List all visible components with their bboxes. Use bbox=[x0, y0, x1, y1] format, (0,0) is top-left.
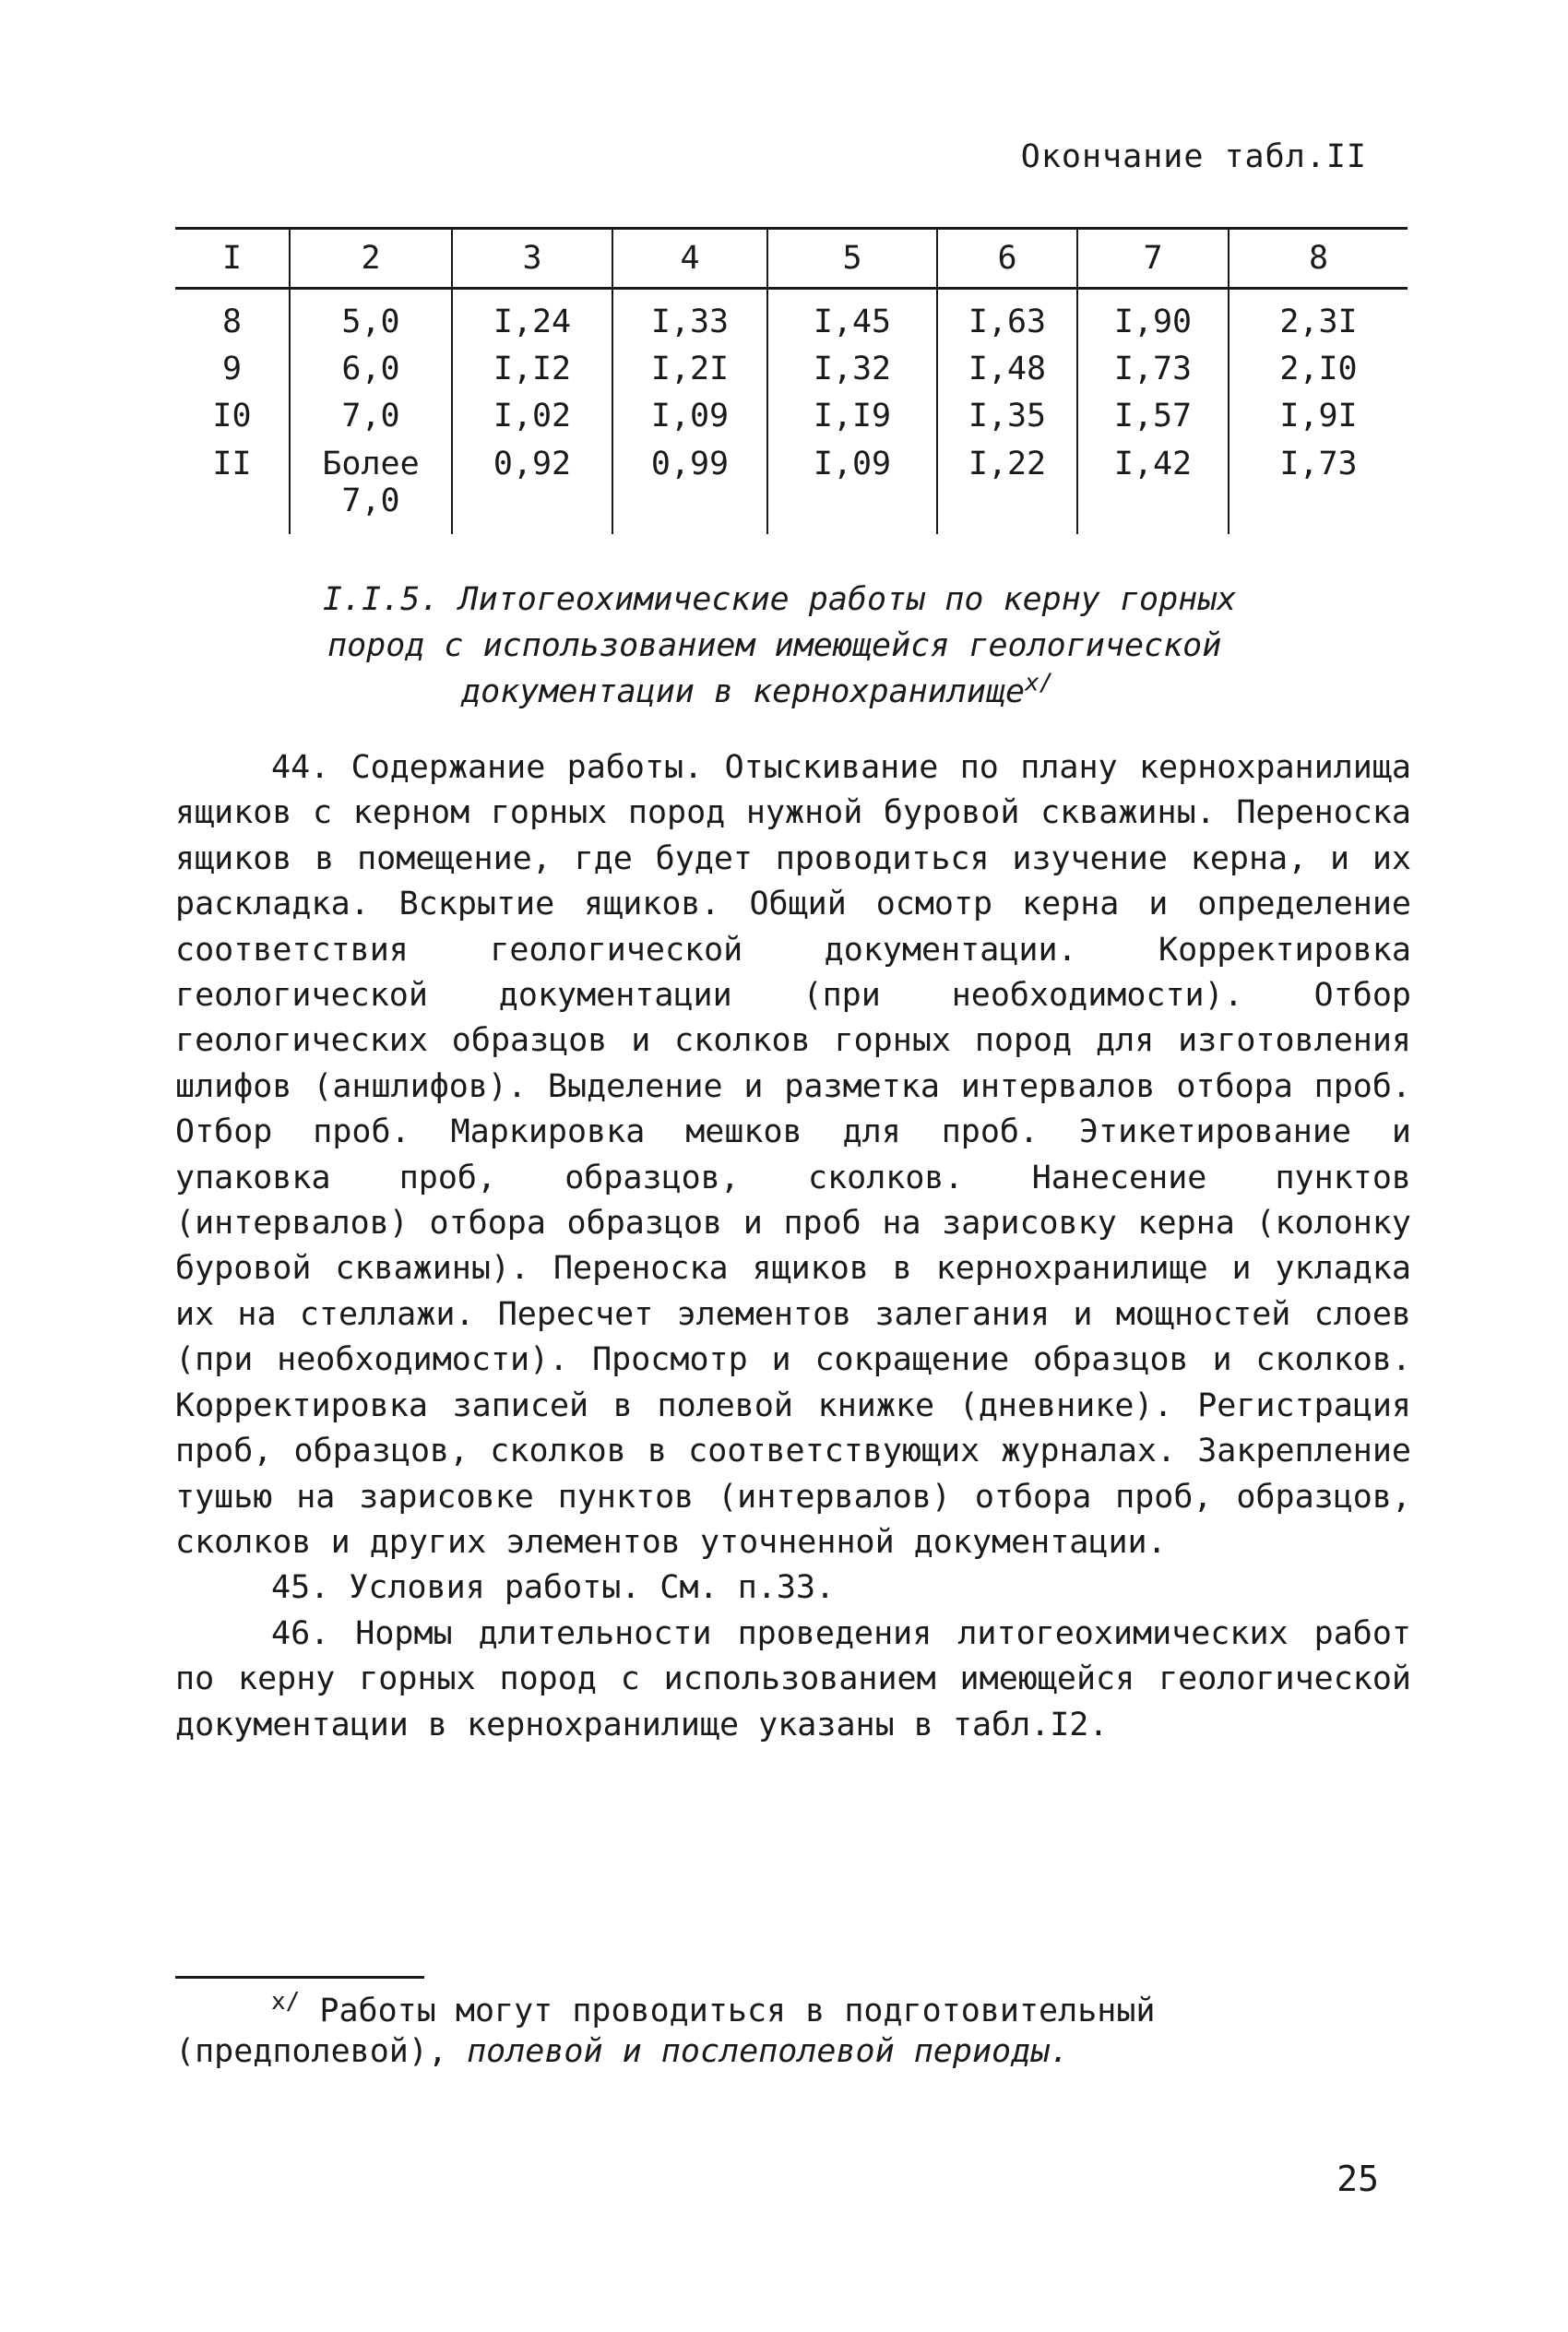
footnote-text: Работы могут проводиться в подготовительный (предполевой), bbox=[175, 1993, 1156, 2070]
table-cell: 5,0 bbox=[290, 289, 452, 347]
cell-line: Более bbox=[322, 446, 420, 482]
footnote-text-italic: полевой и послеполевой периоды. bbox=[467, 2033, 1070, 2070]
footnote-mark: x/ bbox=[271, 1988, 301, 2017]
table-cell: 0,99 bbox=[612, 440, 767, 534]
table-row bbox=[175, 440, 1408, 534]
table-cell: I,42 bbox=[1077, 440, 1229, 534]
column-header: 6 bbox=[937, 229, 1077, 289]
table-cell: 0,92 bbox=[452, 440, 612, 534]
table-cell: I,2I bbox=[612, 346, 767, 393]
table-cell: I,09 bbox=[612, 393, 767, 440]
table-cell: I,48 bbox=[937, 346, 1077, 393]
paragraph-45: 45. Условия работы. См. п.33. bbox=[271, 1569, 836, 1607]
table-cell: 7,0 bbox=[290, 393, 452, 440]
table-cell: I,33 bbox=[612, 289, 767, 347]
section-title-line: I.I.5. Литогеохимические работы по керну горных bbox=[323, 581, 1237, 618]
data-table bbox=[175, 227, 1408, 534]
footnote bbox=[175, 1988, 1411, 2072]
table-cell: I,45 bbox=[767, 289, 937, 347]
section-title-line bbox=[240, 669, 1347, 715]
footnote-divider bbox=[175, 1976, 424, 1979]
section-title-line: пород с использованием имеющейся геологической bbox=[327, 627, 1222, 664]
table-header-row bbox=[175, 229, 1408, 289]
table-cell: I,32 bbox=[767, 346, 937, 393]
table-cell: 9 bbox=[221, 351, 243, 387]
paragraph-44: 44. Содержание работы. Отыскивание по плану кернохранилища ящиков с керном горных пород нужной буровой скважины. Переноска ящиков в помещение, где будет проводиться изучение керна, и их раскладка. Вскрытие ящиков. Общий осмотр керна и определение соответствия геологической документации. Корректировка геологической документации (при необходимости). Отбор геологических образцов и сколков горных пород для изготовления шлифов (аншлифов). Выделение и разметка интервалов отбора проб. Отбор проб. Маркировка мешков для проб. Этикетирование и упаковка проб, образцов, сколков. Нанесение пунктов (интервалов) отбора образцов и проб на зарисовку керна (колонку буровой скважины). Переноска ящиков в кернохранилище и укладка их на стеллажи. Пересчет элементов залегания и мощностей слоев (при необходимости). Просмотр и сокращение образцов и сколков. Корректировка записей в полевой книжке (дневнике). Регистрация проб, образцов, сколков в соответствующих журналах. Закрепление тушью на зарисовке пунктов (интервалов) отбора проб, образцов, сколков и других элементов уточненной документации. bbox=[175, 749, 1411, 1561]
column-header: 8 bbox=[1229, 229, 1408, 289]
table-cell bbox=[290, 440, 452, 534]
column-header: 5 bbox=[767, 229, 937, 289]
table-cell: I,90 bbox=[1077, 289, 1229, 347]
footnote-reference: x/ bbox=[1025, 669, 1054, 697]
paragraph-46: 46. Нормы длительности проведения литогеохимических работ по керну горных пород с использованием имеющейся геологической документации в кернохранилище указаны в табл.I2. bbox=[175, 1614, 1411, 1743]
body-text bbox=[175, 745, 1411, 1748]
column-header: 3 bbox=[452, 229, 612, 289]
table-cell: 2,3I bbox=[1229, 289, 1408, 347]
table-cell: II bbox=[212, 446, 252, 482]
table-cell: 8 bbox=[221, 303, 243, 340]
column-header: I bbox=[175, 229, 290, 289]
table-row bbox=[175, 289, 1408, 347]
cell-line: 7,0 bbox=[341, 482, 400, 519]
table-cell: I,24 bbox=[452, 289, 612, 347]
table-cell: I,63 bbox=[937, 289, 1077, 347]
table-cell: I,9I bbox=[1229, 393, 1408, 440]
table-cell: 2,I0 bbox=[1229, 346, 1408, 393]
table-cell: I,73 bbox=[1077, 346, 1229, 393]
column-header: 7 bbox=[1077, 229, 1229, 289]
table-cell: I,09 bbox=[767, 440, 937, 534]
table-cell: I,73 bbox=[1229, 440, 1408, 534]
table-cell: I0 bbox=[212, 398, 252, 434]
table-row bbox=[175, 346, 1408, 393]
section-title bbox=[240, 577, 1347, 715]
table-cell: 6,0 bbox=[290, 346, 452, 393]
table-cell: I,02 bbox=[452, 393, 612, 440]
page-number: 25 bbox=[1336, 2159, 1379, 2199]
table-cell: I,22 bbox=[937, 440, 1077, 534]
section-title-text: документации в кернохранилище bbox=[461, 673, 1026, 710]
table-cell: I,57 bbox=[1077, 393, 1229, 440]
table-cell: I,35 bbox=[937, 393, 1077, 440]
column-header: 2 bbox=[290, 229, 452, 289]
table-cell: I,I2 bbox=[452, 346, 612, 393]
table-cell: I,I9 bbox=[767, 393, 937, 440]
table-row bbox=[175, 393, 1408, 440]
table-caption: Окончание табл.II bbox=[1020, 138, 1367, 175]
column-header: 4 bbox=[612, 229, 767, 289]
